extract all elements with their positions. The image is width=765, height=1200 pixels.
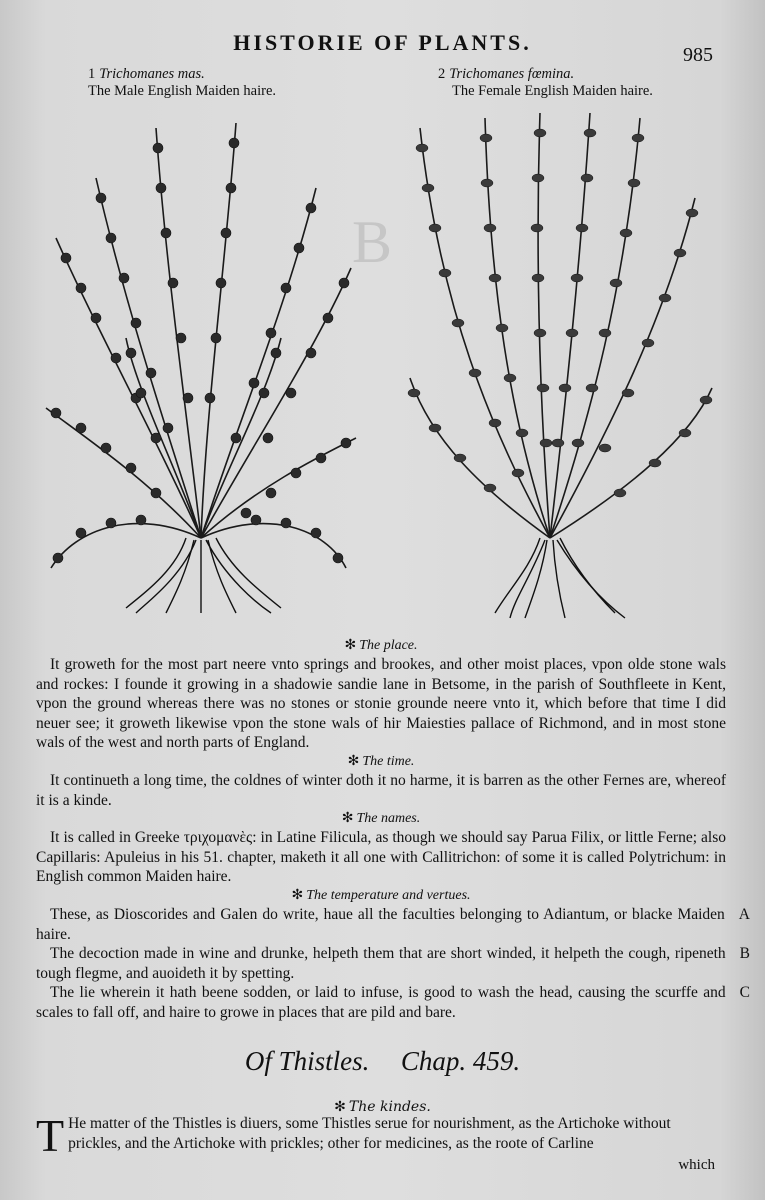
- figure-1-caption: [88, 66, 276, 100]
- ornament-star: ✻: [291, 887, 304, 903]
- place-heading: ✻ The place.: [344, 638, 418, 653]
- kindes-heading: ✻ The kindes.: [334, 1099, 431, 1115]
- page-number: 985: [683, 44, 713, 66]
- marginal-letter-c: C: [739, 984, 750, 1002]
- names-heading: ✻ The names.: [341, 811, 421, 827]
- names-text: It is called in Greeke τριχομανὲς: in Latine Filicula, as though we should say Parua Filix, or little Ferne; also Capillaris: Apuleius in his 51. chapter, maketh it all one with Callitrichon: of some it is called Polytrichum: in English common Maiden haire.: [36, 829, 726, 886]
- time-text: It continueth a long time, the coldnes of winter doth it no harme, it is barren as the other Fernes are, whereof it is a kinde.: [36, 771, 726, 809]
- ornament-star: ✻: [341, 811, 354, 827]
- ornament-star: ✻: [347, 753, 360, 769]
- show-through-letter: B: [352, 209, 393, 275]
- chapter-number: Chap. 459.: [400, 1046, 521, 1076]
- chapter-title: Of Thistles.: [244, 1046, 370, 1076]
- vertue-paragraph-c: C The lie wherein it hath beene sodden, or laid to infuse, is good to wash the head, causing the scurffe and scales to fall off, and haire to growe in places that are pild and bare.: [36, 984, 750, 1021]
- male-maiden-haire-woodcut: [36, 108, 366, 618]
- figure-2-number: 2: [438, 66, 446, 82]
- figure-1-number: 1: [88, 66, 96, 82]
- running-title: HISTORIE OF PLANTS.: [233, 30, 532, 55]
- marginal-letter-a: A: [738, 905, 750, 923]
- figure-1-latin-name: Trichomanes mas.: [99, 66, 205, 82]
- figure-1-english-name: The Male English Maiden haire.: [88, 83, 277, 99]
- chapter-heading: [0, 1046, 765, 1077]
- kindes-text: [36, 1110, 726, 1161]
- figure-2-latin-name: Trichomanes fœmina.: [449, 66, 575, 82]
- figure-2-caption: [438, 66, 653, 100]
- catchword: which: [678, 1157, 715, 1173]
- time-heading: ✻ The time.: [347, 753, 415, 769]
- place-text: It groweth for the most part neere vnto springs and brookes, and other moist places, vpon olde stone wals and rockes: I founde it growing in a shadowie sandie lane in Betsome, in the parish of Southfleete in Kent, vpon the ground whereas there was no stones or stonie grounde neere vnto it, which before that time I did neuer see; it groweth likewise vpon the stone wals of hir Maiesties pallace of Richmond, and in most stone wals of the west and north parts of England.: [36, 656, 726, 752]
- female-maiden-haire-woodcut: [400, 108, 720, 623]
- ornament-star: ✻: [334, 1099, 346, 1115]
- main-text: [36, 637, 750, 1023]
- ornament-star: ✻: [344, 638, 357, 653]
- figure-2-english-name: The Female English Maiden haire.: [452, 83, 653, 99]
- vertue-paragraph-b: B The decoction made in wine and drunke, helpeth them that are short winded, it helpeth the cough, ripeneth tough flegme, and auoideth it by spetting.: [36, 945, 750, 982]
- temperature-heading: ✻ The temperature and vertues.: [291, 887, 471, 903]
- vertue-paragraph-a: A These, as Dioscorides and Galen do write, haue all the faculties belonging to Adiantum, or blacke Maiden haire.: [36, 905, 750, 943]
- drop-capital: T: [36, 1110, 65, 1161]
- kindes-body: He matter of the Thistles is diuers, some Thistles serue for nourishment, as the Artichoke without prickles, and the Artichoke with prickles; other for medicines, as the roote of Carline: [68, 1115, 671, 1152]
- marginal-letter-b: B: [739, 945, 750, 963]
